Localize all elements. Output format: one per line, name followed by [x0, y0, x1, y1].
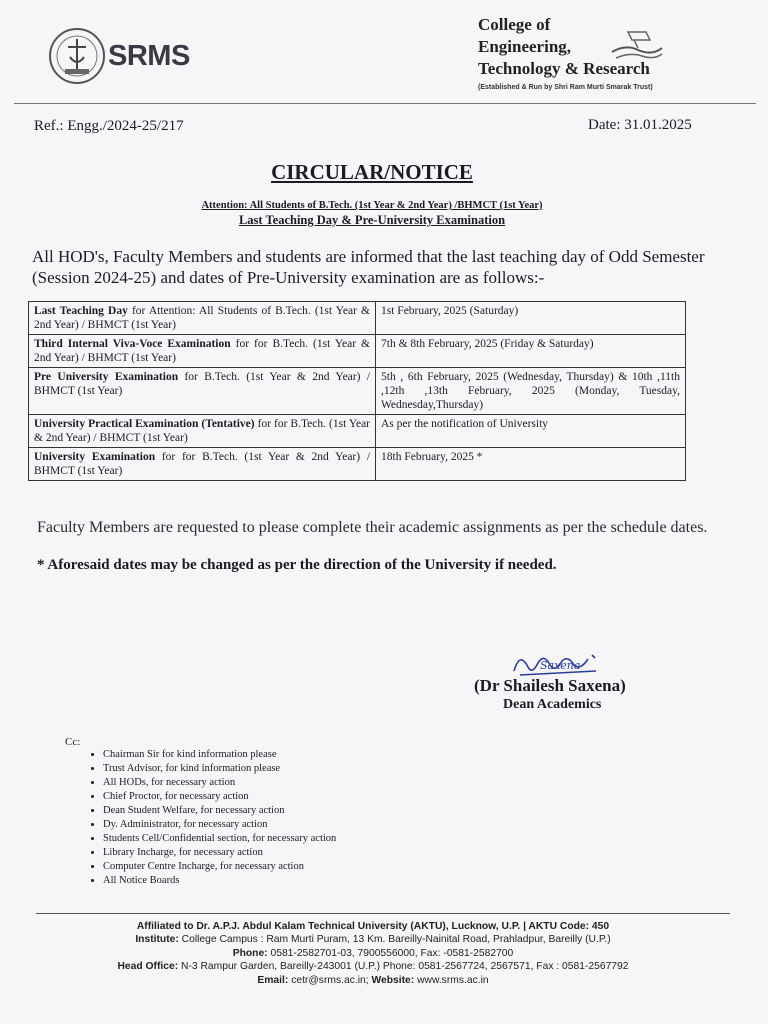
- event-cell: [29, 335, 376, 368]
- cc-label: Cc:: [65, 736, 81, 748]
- event-detail: for for B.Tech. (1st Year & 2nd Year) / BHMCT (1st Year): [34, 338, 370, 364]
- event-detail: for Attention: All Students of B.Tech. (1st Year & 2nd Year) / BHMCT (1st Year): [34, 305, 370, 331]
- date-cell: 1st February, 2025 (Saturday): [376, 302, 686, 335]
- list-item: • Students Cell/Confidential section, for necessary action: [103, 832, 336, 846]
- footer-label: Institute:: [135, 934, 179, 946]
- list-item: • Trust Advisor, for kind information please: [103, 762, 336, 776]
- list-item: • Chairman Sir for kind information please: [103, 748, 336, 762]
- college-name-line: Engineering,: [478, 37, 572, 56]
- list-item: • All HODs, for necessary action: [103, 776, 336, 790]
- footer-label: Head Office:: [117, 961, 179, 973]
- table-row: [29, 368, 686, 415]
- reference-number: Ref.: Engg./2024-25/217: [34, 118, 184, 134]
- event-cell: [29, 448, 376, 481]
- event-name: University Practical Examination (Tentative): [34, 418, 255, 430]
- footer-phone: [0, 947, 746, 960]
- signature: [510, 645, 606, 679]
- list-item: • Dy. Administrator, for necessary action: [103, 818, 336, 832]
- footer-value: 0581-2582701-03, 7900556000, Fax: -0581-2582700: [270, 947, 514, 959]
- srms-seal-logo: [48, 27, 106, 85]
- event-name: Last Teaching Day: [34, 305, 128, 317]
- footer-contact: [0, 974, 746, 987]
- list-item: • Dean Student Welfare, for necessary action: [103, 804, 336, 818]
- list-item: • All Notice Boards: [103, 874, 336, 888]
- logo-text: SRMS: [108, 40, 190, 72]
- footer-head-office: [0, 960, 746, 973]
- table-row: [29, 302, 686, 335]
- event-name: Third Internal Viva-Voce Examination: [34, 338, 231, 350]
- attention-line: Attention: All Students of B.Tech. (1st Year & 2nd Year) /BHMCT (1st Year): [201, 200, 543, 211]
- event-detail: for for B.Tech. (1st Year & 2nd Year) / BHMCT (1st Year): [34, 418, 371, 444]
- dates-warning: * Aforesaid dates may be changed as per the direction of the University if needed.: [37, 557, 557, 573]
- event-cell: [29, 302, 376, 335]
- footer-label: Email:: [257, 974, 289, 986]
- footer: [0, 920, 746, 987]
- page-title: CIRCULAR/NOTICE: [271, 160, 473, 184]
- footer-institute: [0, 933, 746, 946]
- notice-date: Date: 31.01.2025: [588, 117, 692, 133]
- event-cell: [29, 415, 376, 448]
- footer-email[interactable]: cetr@srms.ac.in;: [291, 974, 369, 986]
- event-detail: for for B.Tech. (1st Year & 2nd Year) / BHMCT (1st Year): [34, 451, 371, 477]
- header-divider: [14, 103, 756, 104]
- table-row: [29, 415, 686, 448]
- list-item: • Chief Proctor, for necessary action: [103, 790, 336, 804]
- footer-divider: [36, 913, 730, 914]
- footer-label: Phone:: [232, 947, 268, 959]
- date-cell: 7th & 8th February, 2025 (Friday & Saturday): [376, 335, 686, 368]
- date-cell: 5th , 6th February, 2025 (Wednesday, Thursday) & 10th ,11th ,12th ,13th February, 2025 (Monday, Tuesday, Wednesday,Thursday): [376, 368, 686, 415]
- footer-value: College Campus : Ram Murti Puram, 13 Km. Bareilly-Nainital Road, Prahladpur, Bareilly (U.P.): [181, 934, 611, 946]
- hands-emblem-icon: [608, 26, 666, 62]
- table-row: [29, 448, 686, 481]
- event-name: Pre University Examination: [34, 371, 179, 383]
- intro-paragraph: All HOD's, Faculty Members and students are informed that the last teaching day of Odd Semester (Session 2024-25) and dates of Pre-University examination are as follows:-: [32, 247, 705, 287]
- cc-list: [88, 748, 336, 888]
- college-trust-line: (Established & Run by Shri Ram Murti Smarak Trust): [478, 84, 653, 91]
- date-cell: As per the notification of University: [376, 415, 686, 448]
- subject-line: Last Teaching Day & Pre-University Examination: [238, 213, 506, 227]
- table-row: [29, 335, 686, 368]
- list-item: • Computer Centre Incharge, for necessary action: [103, 860, 336, 874]
- college-name-line: Technology & Research: [478, 59, 650, 78]
- signer-name: (Dr Shailesh Saxena): [474, 676, 626, 695]
- college-name-line: College of: [478, 15, 551, 34]
- signer-role: Dean Academics: [503, 697, 602, 712]
- footer-website[interactable]: www.srms.ac.in: [417, 974, 489, 986]
- event-name: University Examination: [34, 451, 156, 463]
- list-item: • Library Incharge, for necessary action: [103, 846, 336, 860]
- footer-value: N-3 Rampur Garden, Bareilly-243001 (U.P.) Phone: 0581-2567724, 2567571, Fax : 0581-2567792: [181, 961, 629, 973]
- event-detail: for B.Tech. (1st Year & 2nd Year) / BHMCT (1st Year): [34, 371, 370, 397]
- signature-text: Saxena: [540, 659, 581, 672]
- faculty-note: Faculty Members are requested to please complete their academic assignments as per the schedule dates.: [37, 519, 708, 536]
- footer-affiliation: Affiliated to Dr. A.P.J. Abdul Kalam Technical University (AKTU), Lucknow, U.P. | AKTU Code: 450: [136, 921, 610, 932]
- event-cell: [29, 368, 376, 415]
- footer-label: Website:: [371, 974, 415, 986]
- date-cell: 18th February, 2025 *: [376, 448, 686, 481]
- schedule-table: [28, 301, 686, 481]
